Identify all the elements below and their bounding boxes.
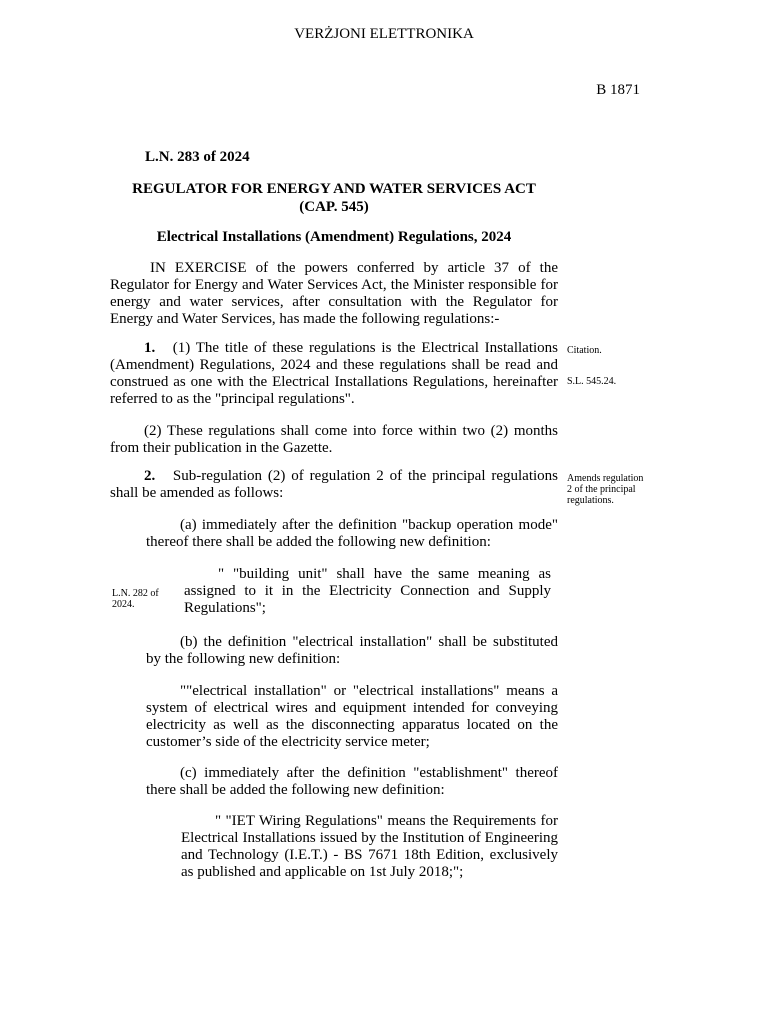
regulation-1-number: 1. — [144, 340, 156, 356]
regulation-2-number: 2. — [144, 468, 156, 484]
regulation-2-intro — [110, 468, 558, 502]
regulation-1-sub-1 — [110, 340, 558, 408]
regulation-2-para-a: (a) immediately after the definition "backup operation mode" thereof there shall be added the following new definition: — [146, 517, 558, 550]
sidenote-ln-282: L.N. 282 of 2024. — [112, 588, 159, 610]
regulation-2-para-a-definition: " "building unit" shall have the same meaning as assigned to it in the Electricity Connection and Supply Regulations"; — [184, 566, 551, 616]
regulation-2-para-c-definition: " "IET Wiring Regulations" means the Requirements for Electrical Installations issued by the Institution of Engineering and Technology (I.E.T.) - BS 7671 18th Edition, exclusively as published and applicable on 1st July 2018;"; — [181, 813, 558, 880]
act-title — [110, 180, 558, 216]
page-header: VERŻJONI ELETTRONIKA — [294, 26, 474, 42]
sidenote-citation: Citation. — [567, 345, 602, 356]
act-title-line2: (CAP. 545) — [299, 199, 369, 215]
regulation-1-sub-2: (2) These regulations shall come into force within two (2) months from their publication in the Gazette. — [110, 423, 558, 456]
page-number: B 1871 — [596, 82, 640, 98]
regulation-2-para-c: (c) immediately after the definition "establishment" thereof there shall be added the following new definition: — [146, 765, 558, 798]
regulation-2-intro-text: Sub-regulation (2) of regulation 2 of the principal regulations shall be amended as follows: — [110, 468, 559, 501]
act-title-line1: REGULATOR FOR ENERGY AND WATER SERVICES ACT — [132, 181, 536, 197]
regulation-2-para-b-definition: ""electrical installation" or "electrical installations" means a system of electrical wires and equipment intended for conveying electricity as well as the disconnecting apparatus located on the customer’s side of the electricity service meter; — [146, 683, 558, 750]
preamble: IN EXERCISE of the powers conferred by article 37 of the Regulator for Energy and Water Services Act, the Minister responsible for energy and water services, after consultation with the Regulator for Energy and Water Services, has made the following regulations:- — [110, 260, 558, 327]
sidenote-amends-regulation-2: Amends regulation 2 of the principal regulations. — [567, 473, 644, 506]
regulation-1-sub-1-text: (1) The title of these regulations is the Electrical Installations (Amendment) Regulations, 2024 and these regulations shall be read and construed as one with the Electrical Installations Regulations, hereinafter referred to as the "principal regulations". — [110, 340, 558, 407]
regulation-2-para-b: (b) the definition "electrical installation" shall be substituted by the following new definition: — [146, 634, 558, 667]
legal-notice-number: L.N. 283 of 2024 — [145, 149, 250, 165]
regulations-title: Electrical Installations (Amendment) Regulations, 2024 — [156, 229, 512, 245]
sidenote-subsidiary-legislation: S.L. 545.24. — [567, 376, 617, 387]
